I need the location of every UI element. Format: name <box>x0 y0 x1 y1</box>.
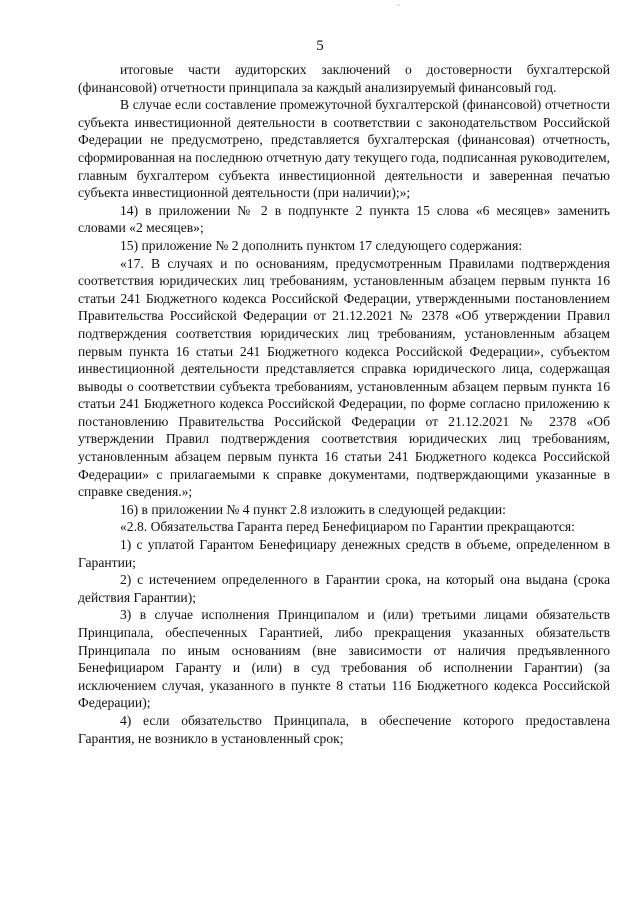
paragraph-subitem-2: 2) с истечением определенного в Гарантии срока, на который она выдана (срока действия Гарантии); <box>78 572 610 605</box>
paragraph-item-14: 14) в приложении № 2 в подпункте 2 пункта 15 слова «6 месяцев» заменить словами «2 месяцев»; <box>78 202 610 236</box>
paragraph-audit-conclusions: итоговые части аудиторских заключений о достоверности бухгалтерской (финансовой) отчетности принципала за каждый анализируемый финансовый год. <box>78 62 610 95</box>
page-number: 5 <box>316 38 324 54</box>
paragraph-subitem-4: 4) если обязательство Принципала, в обеспечение которого предоставлена Гарантия, не возникло в установленный срок; <box>78 712 610 746</box>
paragraph-item-15: 15) приложение № 2 дополнить пунктом 17 следующего содержания: <box>120 237 523 253</box>
paragraph-clause-17: «17. В случаях и по основаниям, предусмотренным Правилами подтверждения соответствия юридических лиц требованиям, установленным абзацем первым пункта 16 статьи 241 Бюджетного кодекса Российской Федерации, утвержденными постановлением Правительства Российской Федерации от 21.12.2021 № 2378 «Об утверждении Правил подтверждения соответствия юридических лиц требованиям, установленным абзацем первым пункта 16 статьи 241 Бюджетного кодекса Российской Федерации», субъектом инвестиционной деятельности представляется справка юридического лица, содержащая выводы о соответствии субъекта требованиям, установленным абзацем первым пункта 16 статьи 241 Бюджетного кодекса Российской Федерации, по форме согласно приложению к постановлению Правительства Российской Федерации от 21.12.2021 № 2378 «Об утверждении Правил подтверждения соответствия юридических лиц требованиям, установленным абзацем первым пункта 16 статьи 241 Бюджетного кодекса Российской Федерации» с прилагаемыми к справке документами, подтверждающими указанные в справке сведения.»; <box>78 255 610 500</box>
paragraph-interim-reporting: В случае если составление промежуточной бухгалтерской (финансовой) отчетности субъекта инвестиционной деятельности в соответствии с законодательством Российской Федерации не предусмотрено, представляется бухгалтерская (финансовая) отчетность, сформированная на последнюю отчетную дату текущего года, подписанная руководителем, главным бухгалтером субъекта инвестиционной деятельности и заверенная печатью субъекта инвестиционной деятельности (при наличии);»; <box>78 97 610 201</box>
paragraph-subitem-1: 1) с уплатой Гарантом Бенефициару денежных средств в объеме, определенном в Гарантии; <box>78 537 610 570</box>
paragraph-subitem-3: 3) в случае исполнения Принципалом и (или) третьими лицами обязательств Принципала, обеспеченных Гарантией, либо прекращения указанных обязательств Принципала по иным основаниям (вне зависимости от наличия предъявленного Бенефициаром Гаранту и (или) в суд требования об исполнении Гарантии) (за исключением случая, указанного в пункте 8 статьи 116 Бюджетного кодекса Российской Федерации); <box>78 607 610 711</box>
paragraph-clause-2-8: «2.8. Обязательства Гаранта перед Бенефициаром по Гарантии прекращаются: <box>120 519 575 535</box>
document-body <box>78 61 610 747</box>
paragraph-item-16: 16) в приложении № 4 пункт 2.8 изложить в следующей редакции: <box>120 501 506 517</box>
scan-mark: ˋ <box>397 3 400 13</box>
